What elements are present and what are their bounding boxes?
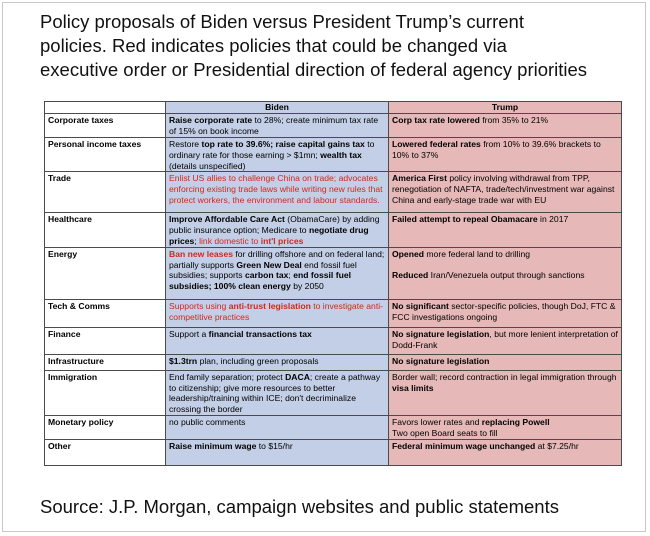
trump-policy-cell: [389, 370, 622, 415]
cell-text: End family separation; protect: [169, 371, 286, 382]
cell-text: Iran/Venezuela output through sanctions: [428, 270, 585, 281]
figure-title: [40, 10, 630, 82]
cell-text: end fossil fuel subsidies; 100% clean energy: [169, 270, 351, 292]
cell-text: (details unspecified): [169, 160, 246, 171]
cell-text: Enlist US allies to challenge China on trade; advocates enforcing existing trade laws while writing new rules that protect workers, the environment and labour standards.: [169, 173, 383, 205]
biden-policy-cell: [166, 213, 389, 247]
cell-text: No significant: [392, 300, 449, 311]
trump-policy-cell: [389, 439, 622, 465]
cell-text: ; create a pathway to citizenship; give more resources to better leadership/training within ICE; don't decriminalize crossing the border: [169, 371, 381, 415]
cell-text: negotiate drug prices: [169, 225, 369, 246]
cell-text: top rate to 39.6%; raise capital gains tax: [201, 139, 365, 149]
category-cell: Healthcare: [45, 213, 166, 247]
table-row: [45, 138, 622, 172]
cell-text: financial transactions tax: [208, 328, 312, 339]
title-line-2: policies. Red indicates policies that could be changed via: [40, 35, 507, 56]
table-row: [45, 415, 622, 439]
cell-text: more federal land to drilling: [424, 248, 531, 259]
cell-text: Raise minimum wage: [169, 440, 257, 451]
table-row: [45, 370, 622, 415]
biden-policy-cell: [166, 299, 389, 327]
cell-text: America First: [392, 173, 447, 184]
cell-text: to investigate anti-competitive practices: [169, 300, 383, 322]
category-cell: Infrastructure: [45, 354, 166, 370]
biden-policy-cell: [166, 354, 389, 370]
cell-text: to ordinary rate for those earning > $1mn;: [169, 139, 375, 160]
cell-text: Favors lower rates and: [392, 416, 482, 427]
trump-policy-cell: [389, 172, 622, 213]
category-cell: Corporate taxes: [45, 114, 166, 138]
cell-text: carbon tax: [244, 270, 289, 281]
cell-text: No signature legislation: [392, 328, 490, 339]
cell-text: by 2050: [290, 281, 324, 292]
cell-text: visa limits: [392, 382, 434, 393]
source-note: Source: J.P. Morgan, campaign websites and public statements: [40, 496, 559, 517]
cell-text: Reduced: [392, 270, 429, 281]
cell-text: , but more lenient interpretation of Dodd-Frank: [392, 328, 618, 350]
table-row: [45, 247, 622, 299]
cell-text: Improve Affordable Care Act: [169, 214, 285, 225]
table-row: [45, 354, 622, 370]
cell-text: Restore: [169, 139, 202, 149]
trump-policy-cell: [389, 247, 622, 299]
category-cell: Other: [45, 439, 166, 465]
cell-text: ;: [288, 270, 294, 281]
category-cell: Energy: [45, 247, 166, 299]
header-biden: Biden: [166, 102, 389, 114]
cell-text: in 2017: [537, 214, 569, 225]
cell-text: Federal minimum wage unchanged: [392, 440, 536, 451]
category-cell: Finance: [45, 327, 166, 354]
biden-policy-cell: [166, 439, 389, 465]
category-cell: Monetary policy: [45, 415, 166, 439]
trump-policy-cell: [389, 299, 622, 327]
table-row: [45, 213, 622, 247]
category-cell: Immigration: [45, 370, 166, 415]
cell-text: wealth tax: [320, 149, 362, 160]
header-trump: Trump: [389, 102, 622, 114]
table-header-row: [45, 102, 622, 114]
cell-text: to 28%; create minimum tax rate of 15% on book income: [169, 115, 379, 136]
trump-policy-cell: [389, 114, 622, 138]
category-cell: Trade: [45, 172, 166, 213]
trump-policy-cell: [389, 354, 622, 370]
biden-policy-cell: [166, 327, 389, 354]
cell-text: sector-specific policies, though DoJ, FTC & FCC investigations ongoing: [392, 300, 616, 322]
category-cell: Personal income taxes: [45, 138, 166, 172]
cell-text: Failed attempt to repeal Obamacare: [392, 214, 538, 225]
table-row: [45, 172, 622, 213]
cell-text: end fossil fuel subsidies; supports: [169, 259, 357, 281]
cell-text: (ObamaCare) by adding public insurance option; Medicare to: [169, 214, 380, 236]
policy-comparison-table: [44, 101, 622, 466]
cell-text: from 35% to 21%: [479, 115, 549, 125]
biden-policy-cell: [166, 114, 389, 138]
trump-policy-cell: [389, 327, 622, 354]
biden-policy-cell: [166, 370, 389, 415]
trump-policy-cell: [389, 138, 622, 172]
cell-text: to $15/hr: [256, 440, 293, 451]
table-body: [45, 114, 622, 466]
cell-text: at $7.25/hr: [535, 440, 579, 451]
cell-text: Raise corporate rate: [169, 115, 253, 125]
cell-text: Corp tax rate lowered: [392, 115, 480, 125]
category-cell: Tech & Comms: [45, 299, 166, 327]
biden-policy-cell: [166, 172, 389, 213]
cell-text: plan, including green proposals: [197, 355, 319, 366]
trump-policy-cell: [389, 415, 622, 439]
cell-text: Border wall; record contraction in legal immigration through: [392, 371, 617, 382]
table-row: [45, 327, 622, 354]
title-line-3: executive order or Presidential direction of federal agency priorities: [40, 59, 588, 80]
table-row: [45, 114, 622, 138]
table-row: [45, 299, 622, 327]
cell-text: No signature legislation: [392, 355, 490, 366]
cell-text: link domestic to: [199, 235, 261, 246]
cell-text: from 10% to 39.6% brackets to 10% to 37%: [392, 139, 601, 160]
cell-text: $1.3trn: [169, 355, 198, 366]
cell-text: anti-trust legislation: [228, 300, 311, 311]
cell-text: Green New Deal: [236, 259, 302, 270]
cell-text: ;: [194, 235, 200, 246]
cell-text: replacing Powell: [481, 416, 550, 427]
cell-text: no public comments: [169, 416, 246, 427]
cell-text: policy involving withdrawal from TPP, renegotiation of NAFTA, trade/tech/investment war against China and early-stage trade war with EU: [392, 173, 615, 205]
cell-text: Support a: [169, 328, 209, 339]
cell-text: DACA: [285, 371, 310, 382]
header-category: [45, 102, 166, 114]
biden-policy-cell: [166, 415, 389, 439]
cell-text: Supports using: [169, 300, 229, 311]
cell-text: Two open Board seats to fill: [392, 427, 498, 438]
title-line-1: Policy proposals of Biden versus President Trump’s current: [40, 11, 524, 32]
cell-text: Ban new leases: [169, 248, 234, 259]
cell-text: for drilling offshore and on federal land; partially supports: [169, 248, 385, 270]
biden-policy-cell: [166, 247, 389, 299]
cell-text: int'l prices: [260, 235, 304, 246]
trump-policy-cell: [389, 213, 622, 247]
table-row: [45, 439, 622, 465]
cell-text: Lowered federal rates: [392, 139, 481, 149]
cell-text: Opened: [392, 248, 424, 259]
biden-policy-cell: [166, 138, 389, 172]
